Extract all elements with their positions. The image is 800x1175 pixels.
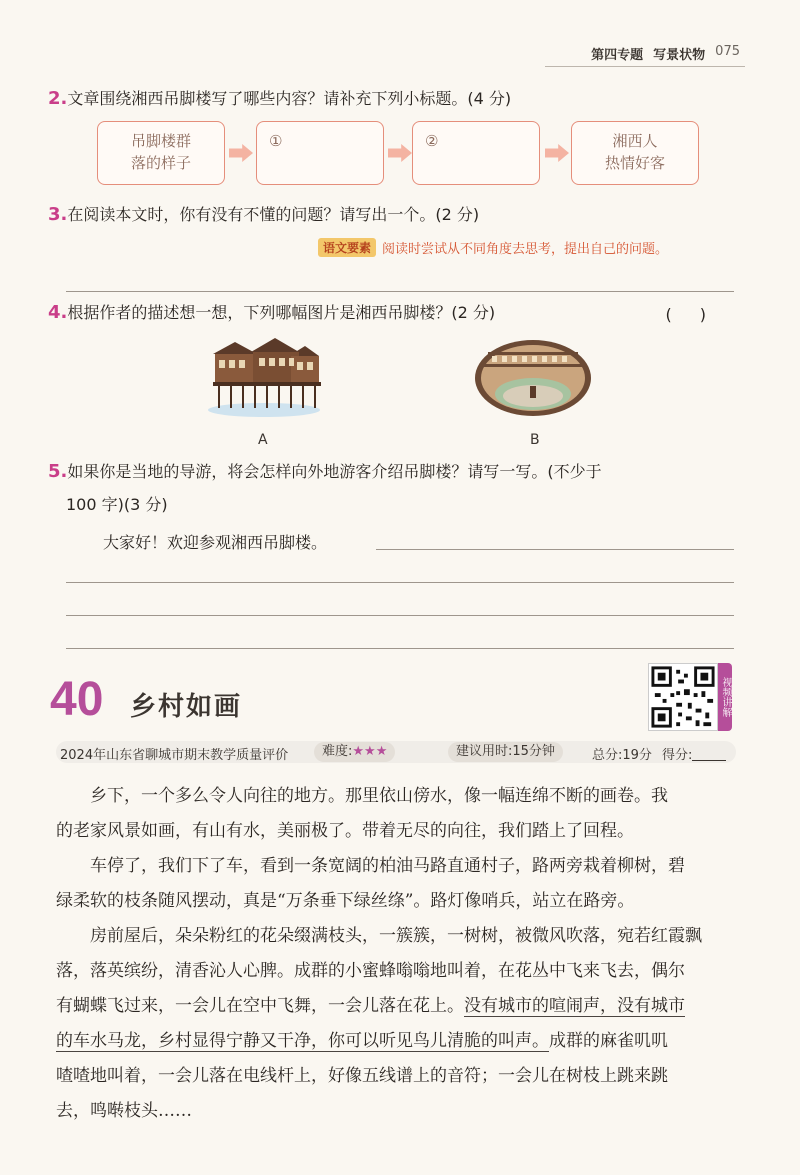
passage-line: 去，鸣啭枝头…… [56,1101,192,1121]
question-text: 在阅读本文时，你有没有不懂的问题？请写出一个。(2 分) [67,205,480,224]
page-header [591,44,740,63]
box-text: 落的样子 [130,154,191,172]
underlined-sentence: 的车水马龙，乡村显得宁静又干净，你可以听见鸟儿清脆的叫声。 [56,1031,549,1051]
answer-line[interactable] [66,291,734,292]
answer-line[interactable] [66,582,734,583]
question-text: 文章围绕湘西吊脚楼写了哪些内容？请补充下列小标题。(4 分) [67,89,512,108]
subtitle-box-2-input[interactable] [256,121,384,185]
subtitle-box-4 [571,121,699,185]
passage-paragraph-3 [56,919,740,1129]
answer-line[interactable] [66,648,734,649]
question-3 [48,204,479,226]
difficulty-label: 难度: [322,744,353,759]
arrow-right-icon [545,144,569,162]
box-text: 吊脚楼群 [130,132,191,150]
lesson-number: 40 [50,673,104,726]
underlined-sentence: 没有城市的喧闹声，没有城市 [464,996,685,1016]
difficulty-pill [314,742,395,762]
passage-line: 车停了，我们下了车，看到一条宽阔的柏油马路直通村子，路两旁栽着柳树，碧 [90,856,685,876]
passage-line: 乡下，一个多么令人向往的地方。那里依山傍水，像一幅连绵不断的画卷。我 [90,786,668,806]
arrow-right-icon [388,144,412,162]
picture-label-b: B [530,432,540,448]
tip-note [318,238,668,257]
passage-line: 房前屋后，朵朵粉红的花朵缀满枝头，一簇簇，一树树，被微风吹落，宛若红霞飘 [90,926,702,946]
passage-line: 的老家风景如画，有山有水，美丽极了。带着无尽的向往，我们踏上了回程。 [56,821,634,841]
tip-text: 阅读时尝试从不同角度去思考，提出自己的问题。 [382,242,669,257]
question-4 [48,302,495,324]
score-field[interactable] [662,744,692,763]
passage-line: 落，落英缤纷，清香沁人心脾。成群的小蜜蜂嗡嗡地叫着，在花丛中飞来飞去，偶尔 [56,961,685,981]
answer-parentheses[interactable]: () [665,305,734,324]
box-marker: ① [269,132,283,150]
star-icon: ★★★ [352,744,388,759]
passage-line: 有蝴蝶飞过来，一会儿在空中飞舞，一会儿落在花上。 [56,996,464,1016]
question-number: 3. [48,204,68,225]
passage-line: 喳喳地叫着，一会儿落在电线杆上，好像五线谱上的音符；一会儿在树枝上跳来跳 [56,1066,668,1086]
question-text: 如果你是当地的导游，将会怎样向外地游客介绍吊脚楼？请写一写。(不少于 [67,462,602,481]
total-score: 总分:19分 [592,748,652,763]
exam-source: 2024年山东省聊城市期末教学质量评价 [60,748,289,763]
question-5 [48,461,602,483]
answer-line[interactable] [376,549,734,550]
question-2 [48,88,511,110]
lesson-title: 乡村如画 [130,692,243,722]
question-5-line2: 100 字)(3 分) [66,495,168,514]
score-blank[interactable] [692,747,726,761]
topic-label: 写景状物 [653,48,706,63]
passage-line: 成群的麻雀叽叽 [549,1031,668,1051]
passage-paragraph-1 [56,779,740,849]
section-label: 第四专题 [591,48,644,63]
answer-line[interactable] [66,615,734,616]
subtitle-box-1 [97,121,225,185]
answer-starter: 大家好！欢迎参观湘西吊脚楼。 [103,533,328,552]
box-marker: ② [425,132,439,150]
video-tab[interactable]: 视频讲解 [718,663,732,731]
page-number: 075 [715,44,740,59]
subtitle-box-3-input[interactable] [412,121,540,185]
picture-label-a: A [258,432,268,448]
question-number: 2. [48,88,68,109]
passage-paragraph-2 [56,849,740,919]
arrow-right-icon [229,144,253,162]
header-rule [545,66,745,67]
question-number: 4. [48,302,68,323]
info-bar [56,741,736,763]
tip-tag: 语文要素 [318,238,376,257]
tulou-picture-b[interactable] [474,338,592,418]
suggested-time: 建议用时:15分钟 [448,742,563,762]
qr-code-icon[interactable] [648,663,718,731]
box-text: 热情好客 [604,154,665,172]
score-label: 得分: [662,748,693,763]
question-number: 5. [48,461,68,482]
box-text: 湘西人 [612,132,658,150]
passage-line: 绿柔软的枝条随风摆动，真是“万条垂下绿丝绦”。路灯像哨兵，站立在路旁。 [56,891,635,911]
question-text: 根据作者的描述想一想，下列哪幅图片是湘西吊脚楼？(2 分) [67,303,496,322]
stilt-house-picture-a[interactable] [205,336,323,418]
